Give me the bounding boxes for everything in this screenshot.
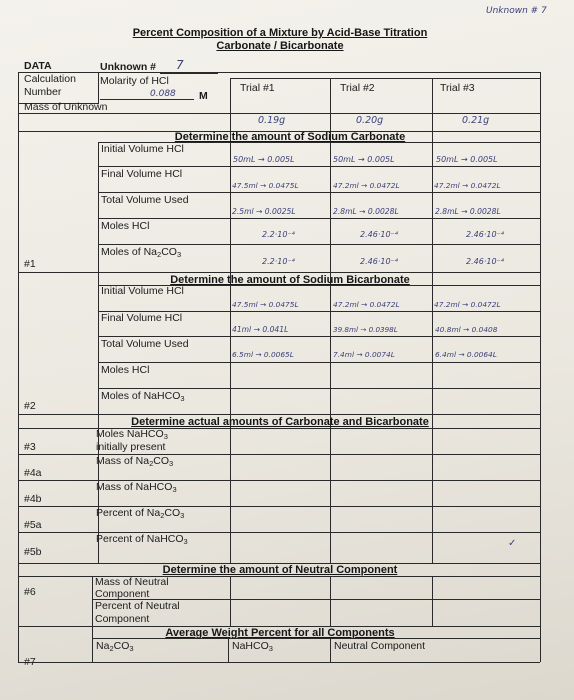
section-neutral-component-title: Determine the amount of Neutral Component xyxy=(162,564,398,576)
s1-total-t3: 2.8mL → 0.0028L xyxy=(435,207,501,216)
label-mass-neutral: Mass of Neutral xyxy=(95,576,169,588)
label-final-volume: Final Volume HCl xyxy=(101,168,183,180)
label-mass-neutral-component: Component xyxy=(95,588,150,600)
unknown-number-value: 7 xyxy=(176,58,184,72)
s1-final-t1: 47.5ml → 0.0475L xyxy=(232,181,299,190)
s1-final-t3: 47.2ml → 0.0472L xyxy=(434,181,501,190)
s2-total-t2: 7.4ml → 0.0074L xyxy=(333,350,395,359)
label-moles-hcl: Moles HCl xyxy=(101,220,150,232)
molarity-value: 0.088 xyxy=(150,89,176,99)
checkmark-icon: ✓ xyxy=(508,538,517,549)
s1-moles-t1: 2.2·10⁻⁴ xyxy=(262,230,295,239)
unknown-number-note: Unknown # 7 xyxy=(486,6,547,16)
label-moles-hcl-2: Moles HCl xyxy=(101,364,150,376)
mass-of-unknown-label: Mass of Unknown xyxy=(24,101,108,113)
trial-3-header: Trial #3 xyxy=(440,82,475,94)
data-label: DATA xyxy=(24,60,52,72)
s2-initial-t2: 47.2ml → 0.0472L xyxy=(333,300,400,309)
worksheet-title: Percent Composition of a Mixture by Acid-Base Titration xyxy=(132,27,428,39)
calc-number-2: #2 xyxy=(24,400,36,412)
label-avg-nahco3: NaHCO$_3$ xyxy=(232,640,273,653)
label-avg-na2co3: $Na_2CO_3$ xyxy=(96,640,134,653)
s2-final-t2: 39.8ml → 0.0398L xyxy=(333,325,398,334)
calc-number-7: #7 xyxy=(24,656,36,668)
label-final-volume-2: Final Volume HCl xyxy=(101,312,183,324)
s1-initial-t1: 50mL → 0.005L xyxy=(233,155,295,164)
mass-trial-2: 0.20g xyxy=(356,115,384,126)
calc-number-1: #1 xyxy=(24,258,36,270)
s1-na2co3-t1: 2.2·10⁻⁴ xyxy=(262,257,295,266)
label-percent-nahco3: Percent of NaHCO$_3$ xyxy=(96,533,188,546)
label-moles-nahco3-initial: Moles NaHCO$_3$ xyxy=(96,428,168,441)
molarity-label: Molarity of HCl xyxy=(100,75,169,87)
section-average-weight-title: Average Weight Percent for all Components xyxy=(165,627,395,639)
label-total-volume: Total Volume Used xyxy=(101,194,189,206)
s2-total-t1: 6.5ml → 0.0065L xyxy=(232,350,294,359)
mass-trial-3: 0.21g xyxy=(462,115,490,126)
label-moles-nahco3: Moles of NaHCO$_3$ xyxy=(101,390,185,403)
label-avg-neutral: Neutral Component xyxy=(334,640,426,652)
s1-na2co3-t3: 2.46·10⁻⁴ xyxy=(466,257,504,266)
label-mass-na2co3: Mass of $Na_2CO_3$ xyxy=(96,455,174,468)
calc-number-5a: #5a xyxy=(24,519,42,531)
s1-moles-t3: 2.46·10⁻⁴ xyxy=(466,230,504,239)
calc-number-6: #6 xyxy=(24,586,36,598)
calc-number-5b: #5b xyxy=(24,546,42,558)
s1-moles-t2: 2.46·10⁻⁴ xyxy=(360,230,398,239)
label-mass-nahco3: Mass of NaHCO$_3$ xyxy=(96,481,177,494)
calc-number-4a: #4a xyxy=(24,467,42,479)
s2-total-t3: 6.4ml → 0.0064L xyxy=(435,350,497,359)
calc-number-4b: #4b xyxy=(24,493,42,505)
s2-initial-t1: 47.5ml → 0.0475L xyxy=(232,300,299,309)
s1-na2co3-t2: 2.46·10⁻⁴ xyxy=(360,257,398,266)
label-percent-na2co3: Percent of $Na_2CO_3$ xyxy=(96,507,185,520)
label-moles-na2co3: Moles of $Na_2CO_3$ xyxy=(101,246,182,259)
worksheet-subtitle: Carbonate / Bicarbonate xyxy=(216,40,344,52)
mass-trial-1: 0.19g xyxy=(258,115,286,126)
trial-2-header: Trial #2 xyxy=(340,82,375,94)
s2-initial-t3: 47.2ml → 0.0472L xyxy=(434,300,501,309)
label-percent-neutral: Percent of Neutral xyxy=(95,600,180,612)
molarity-unit: M xyxy=(199,90,208,102)
calc-number-3: #3 xyxy=(24,441,36,453)
label-initial-volume-2: Initial Volume HCl xyxy=(101,285,184,297)
label-initially-present: initially present xyxy=(96,441,166,453)
unknown-number-label: Unknown # xyxy=(100,61,157,73)
s1-initial-t2: 50mL → 0.005L xyxy=(333,155,395,164)
s1-final-t2: 47.2ml → 0.0472L xyxy=(333,181,400,190)
number-label: Number xyxy=(24,86,62,98)
section-sodium-bicarbonate-title: Determine the amount of Sodium Bicarbonate xyxy=(170,274,410,286)
section-sodium-carbonate-title: Determine the amount of Sodium Carbonate xyxy=(174,131,406,143)
trial-1-header: Trial #1 xyxy=(240,82,275,94)
label-percent-neutral-component: Component xyxy=(95,613,150,625)
s1-initial-t3: 50mL → 0.005L xyxy=(436,155,498,164)
label-total-volume-2: Total Volume Used xyxy=(101,338,189,350)
calculation-label: Calculation xyxy=(24,73,76,85)
s1-total-t2: 2.8mL → 0.0028L xyxy=(333,207,399,216)
s2-final-t3: 40.8ml → 0.0408 xyxy=(435,325,498,334)
s2-final-t1: 41ml → 0.041L xyxy=(232,325,289,334)
label-initial-volume: Initial Volume HCl xyxy=(101,143,184,155)
section-actual-amounts-title: Determine actual amounts of Carbonate and Bicarbonate xyxy=(131,416,429,428)
s1-total-t1: 2.5ml → 0.0025L xyxy=(232,207,296,216)
